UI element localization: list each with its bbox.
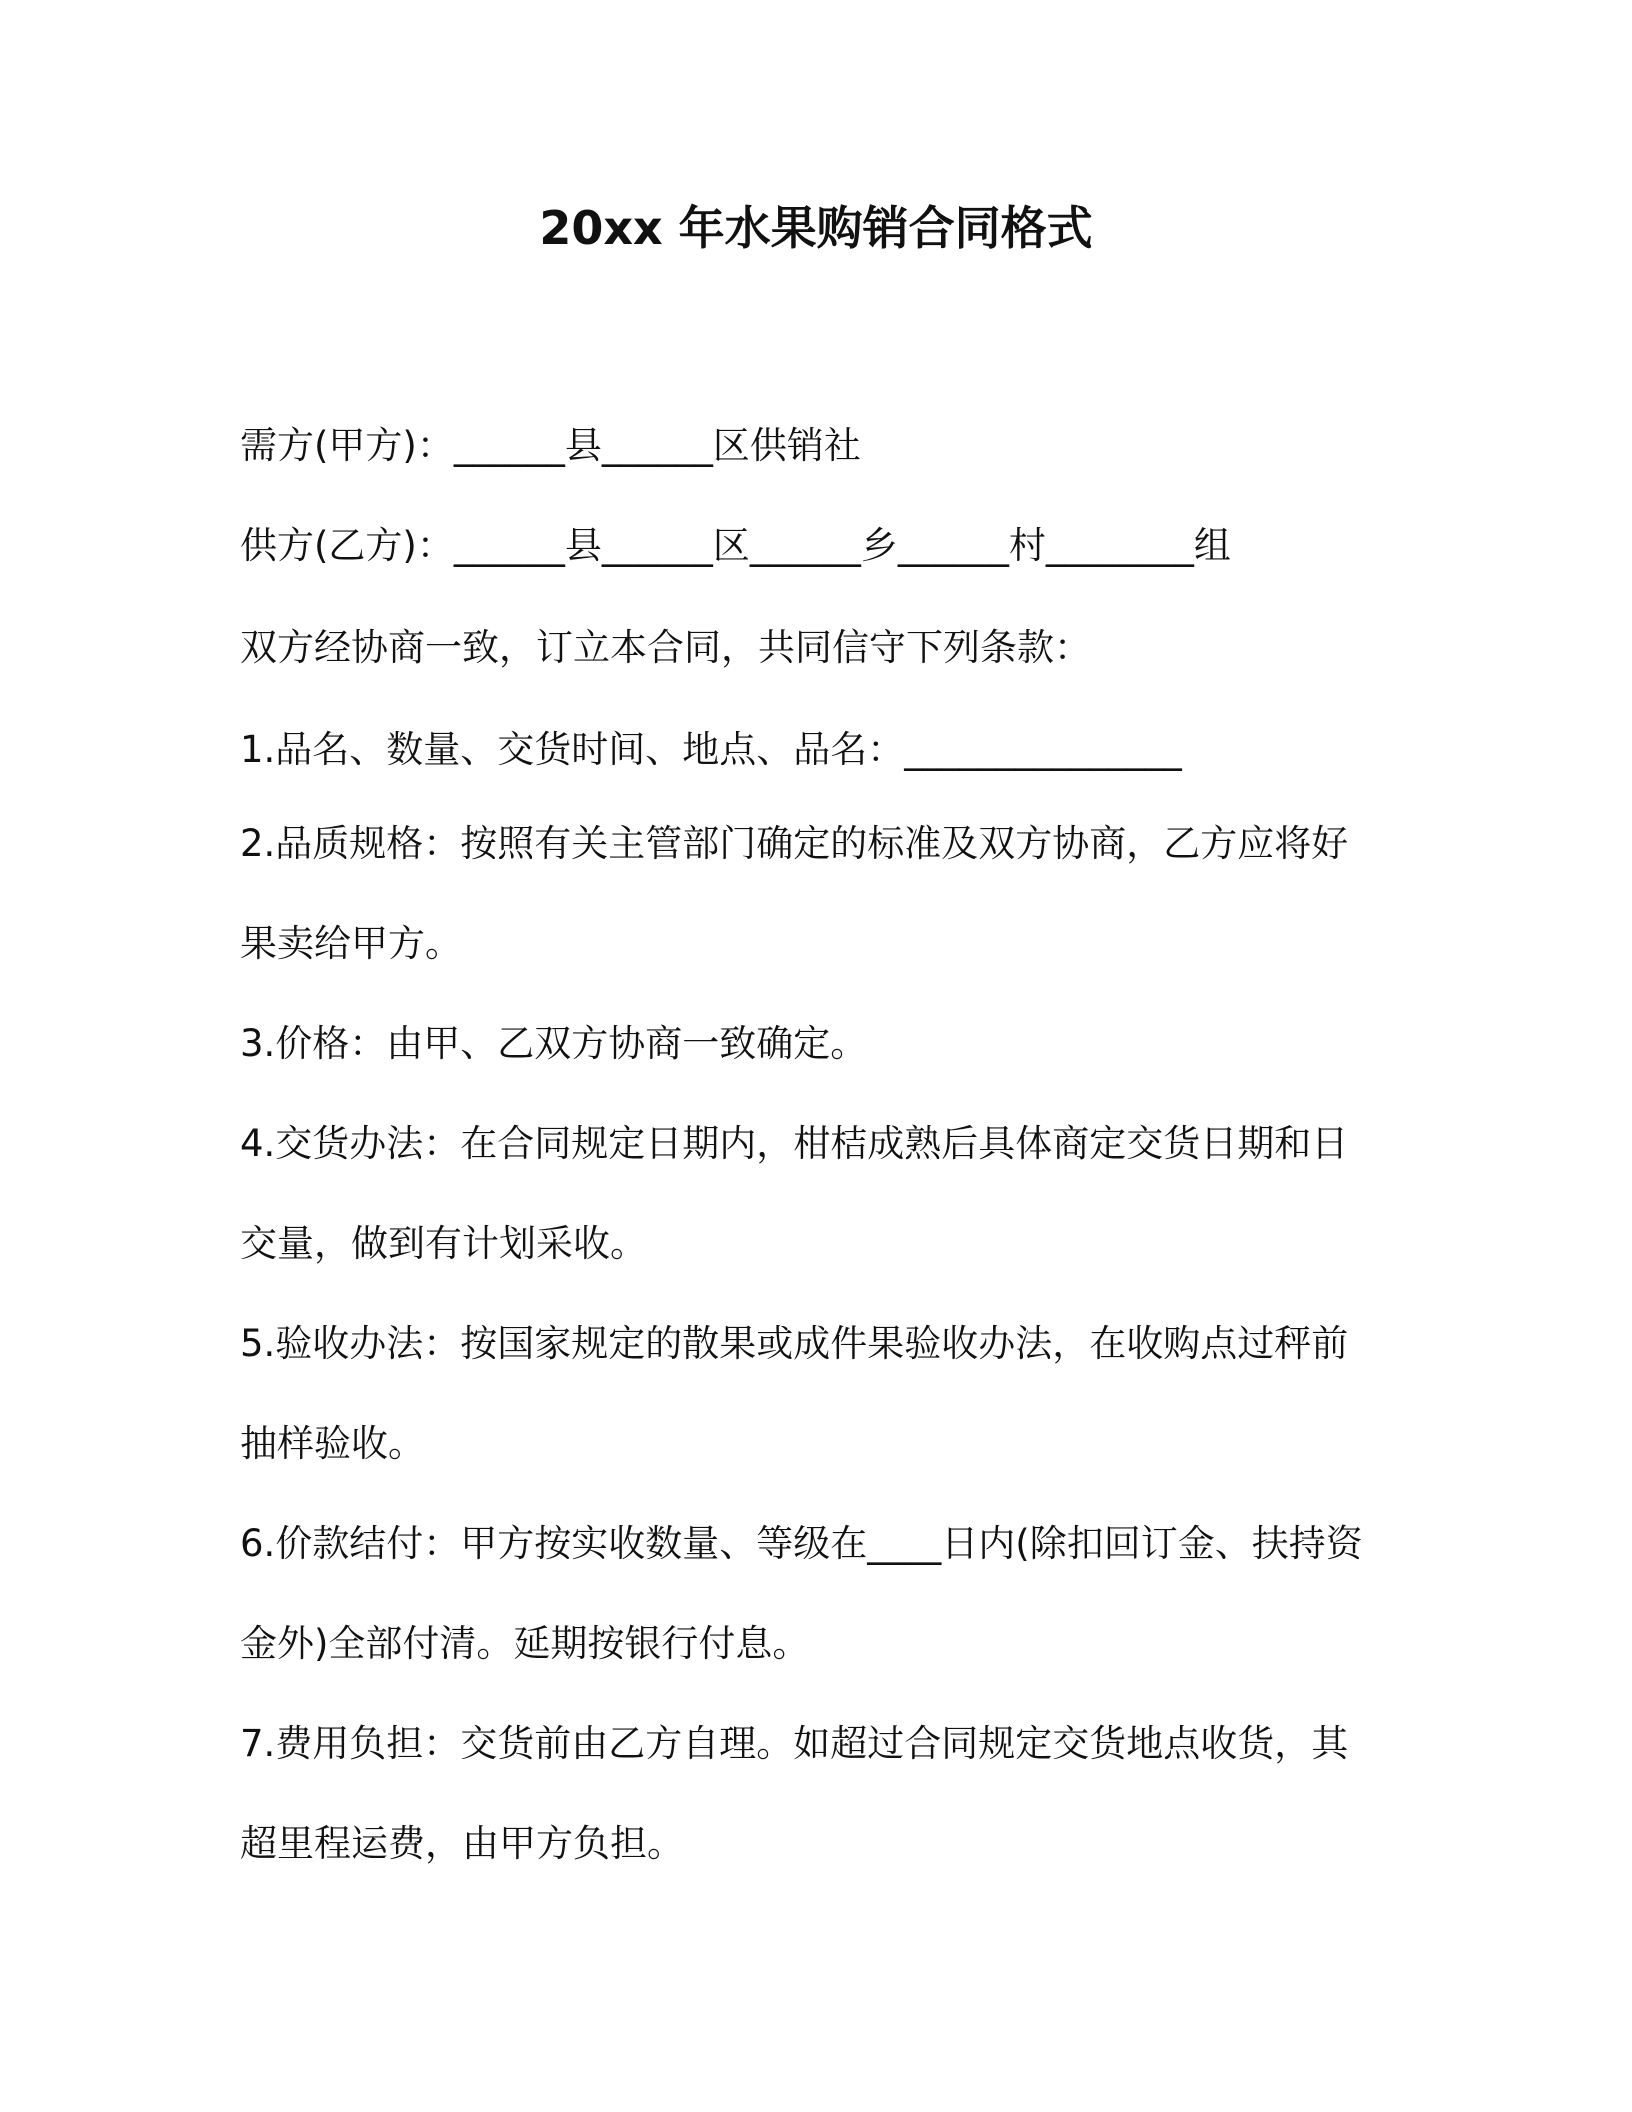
- clause-7-line-1: 7.费用负担：交货前由乙方自理。如超过合同规定交货地点收货，其: [240, 1722, 1349, 1765]
- clause-4-line-2: 交量，做到有计划采收。: [240, 1222, 647, 1265]
- document-title: 20xx 年水果购销合同格式: [539, 201, 1093, 255]
- clause-4-line-1: 4.交货办法：在合同规定日期内，柑桔成熟后具体商定交货日期和日: [240, 1122, 1349, 1165]
- party-b-line: 供方(乙方)：______县______区______乡______村________组: [240, 524, 1231, 567]
- clause-2-line-2: 果卖给甲方。: [240, 922, 462, 965]
- clause-2-line-1: 2.品质规格：按照有关主管部门确定的标准及双方协商，乙方应将好: [240, 822, 1349, 865]
- agreement-intro: 双方经协商一致，订立本合同，共同信守下列条款：: [240, 626, 1091, 669]
- party-a-line: 需方(甲方)：______县______区供销社: [240, 424, 861, 467]
- clause-5-line-1: 5.验收办法：按国家规定的散果或成件果验收办法，在收购点过秤前: [240, 1322, 1349, 1365]
- clause-3: 3.价格：由甲、乙双方协商一致确定。: [240, 1022, 868, 1065]
- clause-5-line-2: 抽样验收。: [240, 1422, 425, 1465]
- clause-1: 1.品名、数量、交货时间、地点、品名：_______________: [240, 728, 1182, 771]
- clause-6-line-2: 金外)全部付清。延期按银行付息。: [240, 1622, 810, 1665]
- clause-6-line-1: 6.价款结付：甲方按实收数量、等级在____日内(除扣回订金、扶持资: [240, 1522, 1363, 1565]
- clause-7-line-2: 超里程运费，由甲方负担。: [240, 1822, 684, 1865]
